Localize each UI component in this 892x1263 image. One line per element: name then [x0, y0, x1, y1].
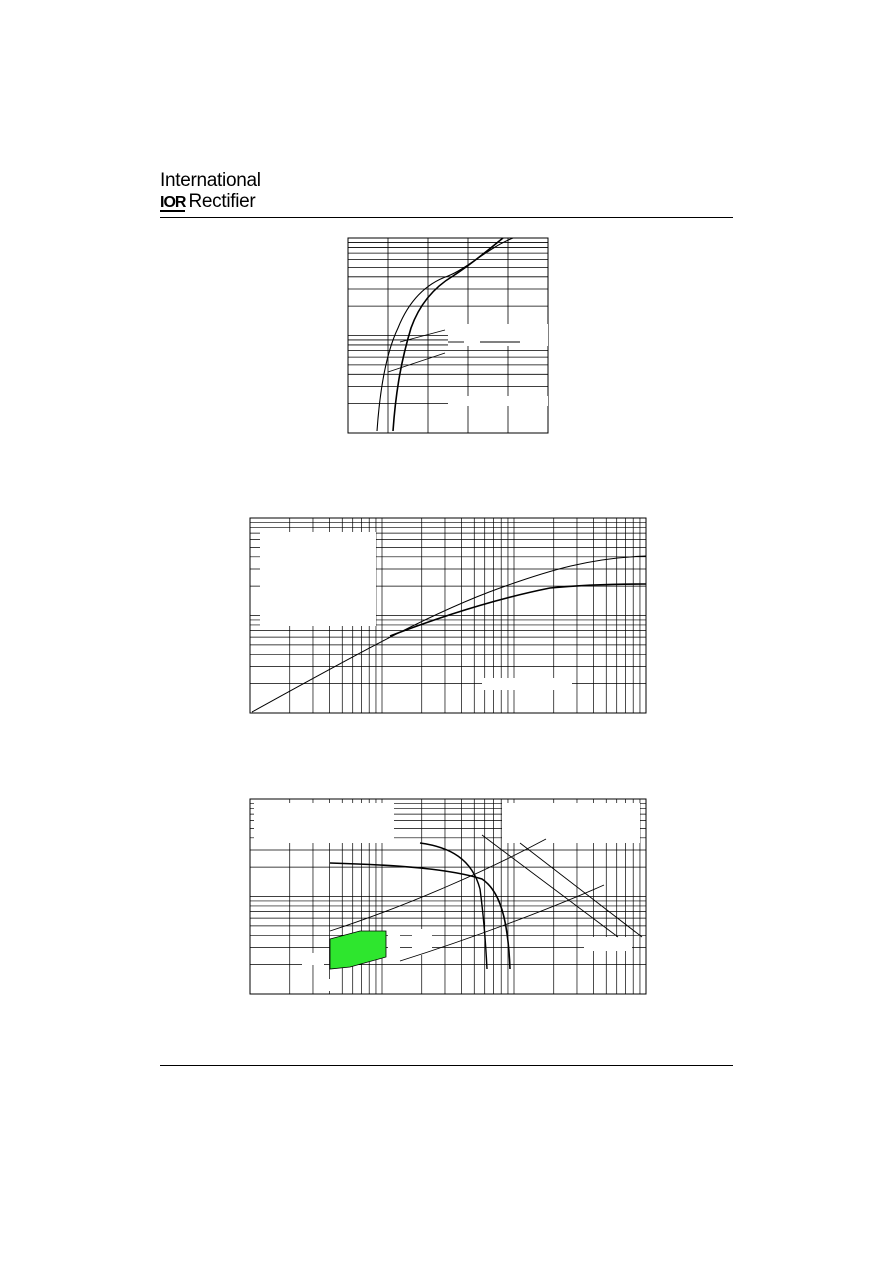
figure-2-curve-b: [390, 584, 646, 636]
figure-1-leader-2: [388, 353, 445, 372]
figure-1-mask-lower: [448, 396, 548, 406]
footer-rule: [160, 1065, 733, 1066]
figure-3-mask-left: [254, 803, 394, 843]
figure-3-mask-c: [388, 929, 400, 953]
figure-2-graph: [250, 518, 646, 713]
figure-3-mask-a: [302, 953, 324, 965]
figure-3-curve-c: [330, 839, 546, 931]
header-rule: [160, 217, 733, 218]
company-logo: [160, 171, 261, 212]
logo-text-rectifier-row: [160, 192, 261, 212]
figure-3-mask-e: [584, 937, 632, 951]
figure-3-curve-f: [520, 843, 642, 937]
logo-text-rectifier: Rectifier: [188, 191, 256, 212]
figure-1-graph: [348, 238, 548, 433]
figure-3-mask-d: [412, 929, 432, 955]
figure-2-label-mask: [482, 678, 572, 690]
figure-3-mask-right: [502, 803, 640, 843]
figure-2-legend-mask: [260, 532, 376, 626]
figure-3-graph: [250, 799, 646, 994]
ior-logo-mark: IOR: [160, 194, 186, 211]
figure-1-mask-upper: [448, 324, 548, 346]
figure-3-mask-b: [318, 979, 340, 991]
figure-3-safe-area-region: [330, 931, 386, 969]
logo-text-international: International: [160, 170, 261, 191]
